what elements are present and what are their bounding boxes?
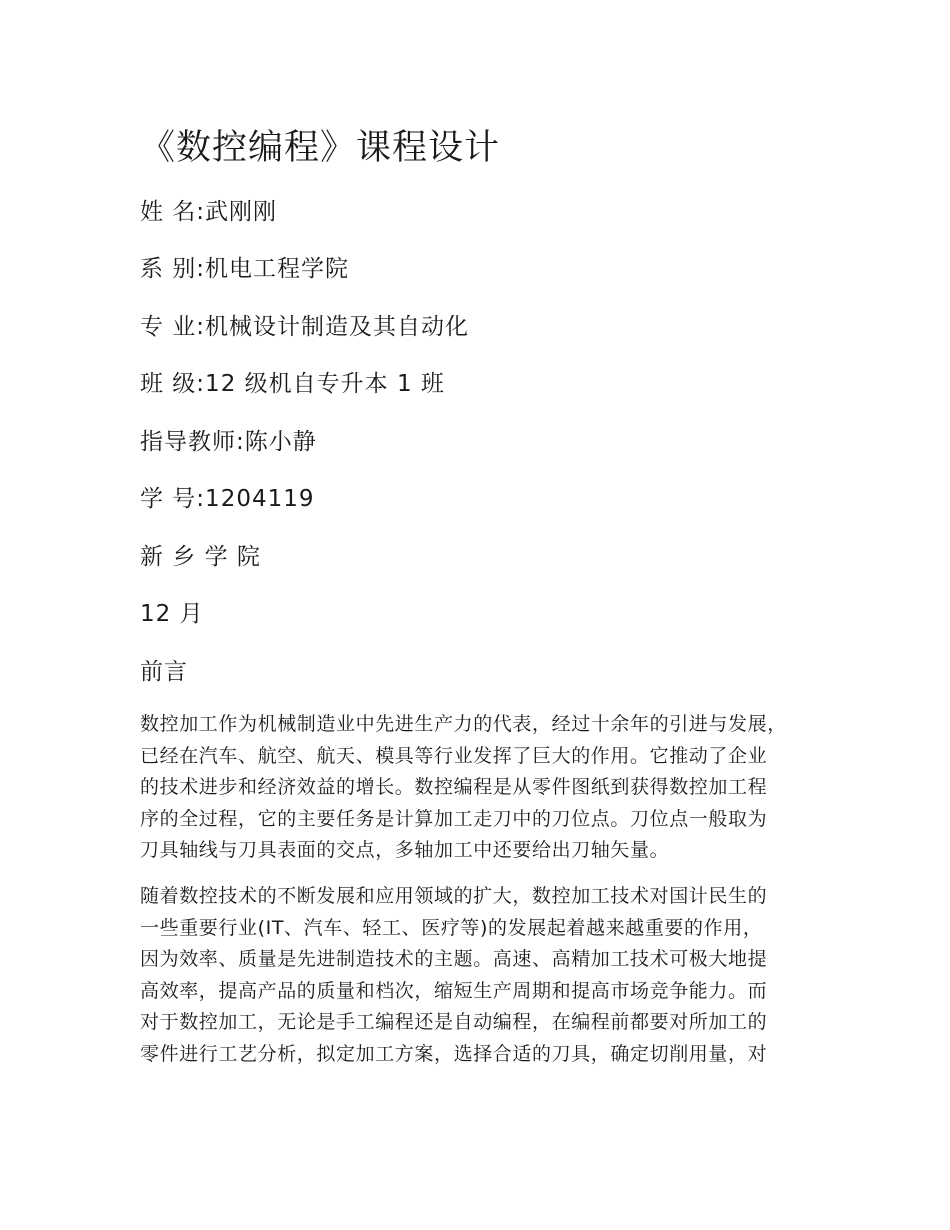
field-name: 姓 名:武刚刚 <box>140 199 278 225</box>
paragraph-line: 因为效率、质量是先进制造技术的主题。高速、高精加工技术可极大地提 <box>140 948 768 970</box>
field-class: 班 级:12 级机自专升本 1 班 <box>140 371 445 397</box>
paragraph-2 <box>140 881 830 1070</box>
paragraph-line: 刀具轴线与刀具表面的交点，多轴加工中还要给出刀轴矢量。 <box>140 839 670 861</box>
paragraph-line: 的技术进步和经济效益的增长。数控编程是从零件图纸到获得数控加工程 <box>140 776 768 798</box>
field-department: 系 别:机电工程学院 <box>140 256 350 282</box>
paragraph-line: 已经在汽车、航空、航天、模具等行业发挥了巨大的作用。它推动了企业 <box>140 744 768 767</box>
paragraph-line: 高效率，提高产品的质量和档次，缩短生产周期和提高市场竞争能力。而 <box>140 979 768 1002</box>
field-student-id: 学 号:1204119 <box>140 486 315 512</box>
paragraph-line: 一些重要行业(IT、汽车、轻工、医疗等)的发展起着越来越重要的作用， <box>140 916 763 939</box>
field-school: 新 乡 学 院 <box>140 544 261 570</box>
paragraph-line: 随着数控技术的不断发展和应用领域的扩大，数控加工技术对国计民生的 <box>140 885 768 907</box>
section-heading: 前言 <box>140 659 188 685</box>
paragraph-line: 对于数控加工，无论是手工编程还是自动编程，在编程前都要对所加工的 <box>140 1011 768 1033</box>
paragraph-line: 数控加工作为机械制造业中先进生产力的代表，经过十余年的引进与发展， <box>140 713 787 735</box>
paragraph-line: 序的全过程，它的主要任务是计算加工走刀中的刀位点。刀位点一般取为 <box>140 807 768 830</box>
document-title: 《数控编程》课程设计 <box>140 128 501 168</box>
field-month: 12 月 <box>140 601 204 627</box>
paragraph-line: 零件进行工艺分析，拟定加工方案，选择合适的刀具，确定切削用量，对 <box>140 1042 768 1065</box>
paragraph-1 <box>140 709 830 867</box>
field-advisor: 指导教师:陈小静 <box>140 429 317 455</box>
field-major: 专 业:机械设计制造及其自动化 <box>140 314 470 340</box>
